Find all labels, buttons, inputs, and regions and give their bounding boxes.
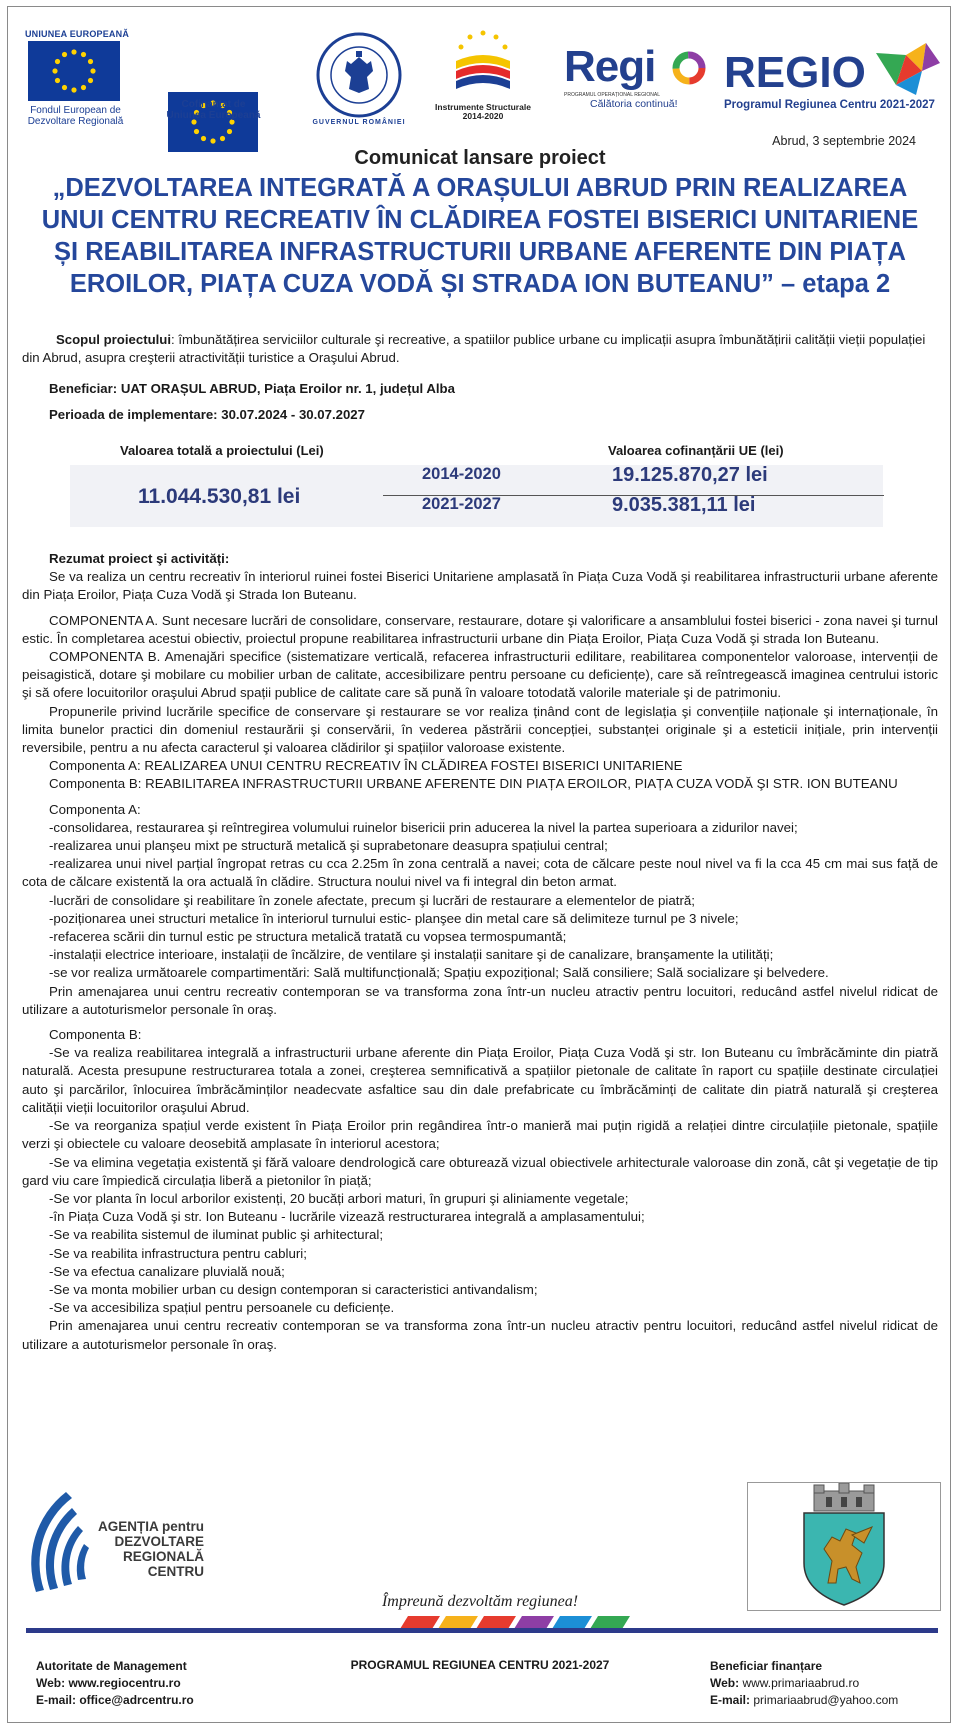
project-title <box>38 172 922 300</box>
guvernul-romaniei-seal-icon <box>315 31 403 119</box>
beneficiary-title: Beneficiar finanțare <box>710 1659 823 1673</box>
component-b-item: -Se va reabilita infrastructura pentru cabluri; <box>49 1245 307 1261</box>
adr-name <box>98 1519 204 1579</box>
press-release-kicker: Comunicat lansare proiect <box>354 147 606 169</box>
cofinantat-caption <box>156 99 271 121</box>
eu-flag-icon <box>28 41 120 101</box>
guvernul-text: GUVERNUL ROMÂNIEI <box>312 119 406 126</box>
beneficiary-contact <box>710 1658 898 1709</box>
regio2-logo-word: REGIO <box>724 48 866 97</box>
cofinantat-line2: Uniunea Europeană <box>166 110 261 121</box>
component-a-item: -realizarea unui nivel parțial îngropat retras cu cca 2.25m în zona centrală a navei; cota de călcare peste noul nivel va fi la cca 45 cm mai sus față de cota de călcare existentă la ora actuală în clădire. Structura noului nivel va fi integral din beton armat. <box>22 856 938 890</box>
component-a-item: -lucrări de consolidare şi reabilitare în zonele afectate, precum şi lucrări de restaurare a elementelor de piatră; <box>49 892 695 908</box>
period-row-1: 2014-2020 <box>422 465 501 483</box>
slogan: Împreună dezvoltăm regiunea! <box>381 1593 579 1610</box>
logos-row <box>8 7 951 132</box>
component-b-item: -Se va accesibiliza spațiul pentru persoanele cu deficiențe. <box>49 1300 395 1316</box>
summary-paragraph-6: Componenta B: REABILITAREA INFRASTRUCTURII URBANE AFERENTE DIN PIAȚA EROILOR, PIAȚA CUZA VODĂ ŞI STR. ION BUTEANU <box>49 776 898 792</box>
scope-text: : îmbunătățirea serviciilor culturale şi recreative, a spatiilor publice urbane cu implicații asupra îmbunătățirii calității vieții populației din Abrud, asupra creşterii atractivității turistice a Oraşului Abrud. <box>22 332 926 365</box>
component-b-title: Componenta B: <box>49 1027 142 1043</box>
component-b-item: -Se va reorganiza spațiul verde existent în Piața Eroilor prin regândirea într-o manieră mai puțin rigidă a relației dintre circulațiile pietonale, spațiile verzi şi obiectele cu valoare deosebită amplasate în interiorul acestora; <box>22 1118 938 1152</box>
component-a-item: -poziționarea unei structuri metalice în interiorul turnului estic- planşee din metal care să delimiteze turnul pe 3 nivele; <box>49 910 739 926</box>
component-b-item: -Se vor planta în locul arborilor existenți, 20 bucăți arbori maturi, în grupuri şi aliniamente vegetale; <box>49 1190 629 1206</box>
component-b-item: -Se va monta mobilier urban cu design contemporan si caracteristici antivandalism; <box>49 1281 538 1297</box>
component-b-conclusion: Prin amenajarea unui centru recreativ contemporan se va transforma zona într-un nucleu atractiv pentru locuitori, reducând astfel nivelul ridicat de utilizare a autoturismelor personale în oraş. <box>22 1318 938 1352</box>
summary-paragraph-2: COMPONENTA A. Sunt necesare lucrări de consolidare, conservare, restaurare, dotare şi valorificare a ansamblului fostei biserici - zona navei şi turnul estic. În completarea acestui obiectiv, proiectul propune reabilitarea infrastructurii urbane din Piața Eroilor, Piața Cuza Vodă şi strada Ion Buteanu. <box>22 612 938 646</box>
program-name: PROGRAMUL REGIUNEA CENTRU 2021-2027 <box>350 1658 610 1672</box>
title-line-3: ȘI REABILITAREA INFRASTRUCTURII URBANE AFERENTE DIN PIAȚA <box>54 238 906 266</box>
managing-authority-email[interactable]: E-mail: office@adrcentru.ro <box>36 1693 194 1707</box>
summary-title: Rezumat proiect şi activități: <box>49 551 230 566</box>
value-row-2: 9.035.381,11 lei <box>612 494 756 516</box>
managing-authority-web[interactable]: Web: www.regiocentru.ro <box>36 1676 181 1690</box>
instrumente-line2: 2014-2020 <box>462 111 504 121</box>
beneficiary-web-label: Web: <box>710 1676 740 1690</box>
beneficiary-email[interactable]: primariaabrud@yahoo.com <box>753 1693 899 1707</box>
title-line-1: „DEZVOLTAREA INTEGRATĂ A ORAȘULUI ABRUD PRIN REALIZAREA <box>52 174 908 202</box>
summary-paragraph-3: COMPONENTA B. Amenajări specifice (sistematizare verticală, refacerea infrastructurii edilitare, reabilitarea componentelor valoroase, intervenții de peisagistică, dotare şi mobilare cu mobilier urban de calitate, accesibilizare pentru persoane cu deficiențe), care să reîntregească imaginea centrului istoric şi să ofere locuitorilor oraşului Abrud spații publice de calitate care să pună în valoare totodată valorile materiale şi de patrimoniu. <box>22 649 938 701</box>
regio2-caption: Programul Regiunea Centru 2021-2027 <box>724 99 935 111</box>
component-a-item: -instalații electrice interioare, instalații de încălzire, de ventilare şi instalații sanitare şi de canalizare, branşamente la utilități; <box>49 947 774 963</box>
adr-line-1: AGENȚIA pentru <box>98 1519 204 1534</box>
project-scope <box>22 331 938 367</box>
eu-label: UNIUNEA EUROPEANĂ <box>24 29 130 39</box>
footer-stripe <box>26 1628 938 1633</box>
summary-paragraph-4: Propunerile privind lucrările specifice de conservare şi restaurare se vor realiza ținând cont de legislația şi convențiile naționale şi internaționale, în limita bunelor practici din domeniul restaurării şi conservării, în vederea păstrării concepției, substanței originale şi a esteticii inițiale, prin intervenții reversibile, pentru a nu afecta caracterul şi valoarea clădirilor şi spațiilor valoroase existente. <box>22 703 938 756</box>
component-b-item: -în Piața Cuza Vodă şi str. Ion Buteanu - lucrările vizează restructurarea integrală a amplasamentului; <box>49 1209 645 1225</box>
cofinantat-line1: Cofinanțat de <box>181 99 246 110</box>
eu-stars-icon <box>28 41 120 101</box>
period-row-2: 2021-2027 <box>422 495 501 513</box>
beneficiary-web[interactable]: www.primariaabrud.ro <box>742 1676 860 1690</box>
value-row-1: 19.125.870,27 lei <box>612 464 768 486</box>
summary-paragraph-1: Se va realiza un centru recreativ în interiorul ruinei fostei Biserici Unitariene amplasată în Piața Cuza Vodă şi reabilitarea infrastructurii urbane aferente din Piața Eroilor, Piața Cuza Vodă şi Strada Ion Buteanu. <box>22 569 938 603</box>
component-a-item: -se vor realiza următoarele compartimentări: Sală multifuncțională; Spațiu expozițional; Sală consiliere; Sală socializare şi belvedere. <box>49 965 829 981</box>
press-release-page <box>7 6 951 1723</box>
feder-caption <box>18 105 133 127</box>
adr-line-2: DEZVOLTARE <box>114 1534 204 1549</box>
feder-caption-line1: Fondul European de <box>30 105 121 116</box>
total-value-label: Valoarea totală a proiectului (Lei) <box>120 443 324 458</box>
beneficiary-email-label: E-mail: <box>710 1693 751 1707</box>
scope-label: Scopul proiectului <box>56 332 172 347</box>
cofinancing-label: Valoarea cofinanțării UE (lei) <box>608 443 784 458</box>
managing-authority-title: Autoritate de Management <box>36 1659 187 1673</box>
component-a-item: -realizarea unui planşeu mixt pe structură metalică şi suprabetonare deasupra spațiului central; <box>49 838 608 854</box>
component-b-item: -Se va reabilita sistemul de iluminat public şi arhitectural; <box>49 1227 384 1243</box>
adr-line-4: CENTRU <box>147 1564 204 1579</box>
summary-paragraph-5: Componenta A: REALIZAREA UNUI CENTRU RECREATIV ÎN CLĂDIREA FOSTEI BISERICI UNITARIENE <box>49 758 683 774</box>
regio-small-text: PROGRAMUL OPERAȚIONAL REGIONAL <box>564 92 661 98</box>
component-a-title: Componenta A: <box>49 801 141 817</box>
title-line-2: UNUI CENTRU RECREATIV ÎN CLĂDIREA FOSTEI BISERICI UNITARIENE <box>41 206 919 234</box>
abrud-coat-of-arms-icon <box>748 1483 940 1610</box>
adr-line-3: REGIONALĂ <box>123 1549 204 1564</box>
component-b-item: -Se va efectua canalizare pluvială nouă; <box>49 1263 285 1279</box>
instrumente-caption <box>428 103 538 121</box>
feder-caption-line2: Dezvoltare Regională <box>27 116 124 127</box>
release-date: Abrud, 3 septembrie 2024 <box>772 134 916 148</box>
title-line-4: EROILOR, PIAȚA CUZA VODĂ ȘI STRADA ION BUTEANU” – etapa 2 <box>69 270 891 298</box>
beneficiary: Beneficiar: UAT ORAȘUL ABRUD, Piața Eroilor nr. 1, județul Alba <box>49 381 455 396</box>
implementation-period: Perioada de implementare: 30.07.2024 - 30.07.2027 <box>49 407 365 422</box>
component-b-item: -Se va elimina vegetația existentă şi fără valoare dendrologică care obturează vizual obiectivele arhitecturale valoroase din zonă, cât şi vegetație de tip gard viu care împiedică circulația liberă a pietonilor în piață; <box>22 1154 938 1188</box>
component-a-conclusion: Prin amenajarea unui centru recreativ contemporan se va transforma zona într-un nucleu atractiv pentru locuitori, reducând astfel nivelul ridicat de utilizare a autoturismelor personale în oraş. <box>22 983 938 1017</box>
component-a-item: -refacerea scării din turnul estic pe structura metalică tratată cu vopsea termospumantă; <box>49 929 567 945</box>
component-b-item: -Se va realiza reabilitarea integrală a infrastructurii urbane aferente din Piața Eroilor, Piața Cuza Vodă şi str. Ion Buteanu cu îmbrăcăminte din piatră naturală. Acesta presupune restructurarea totala a zonei, creşterea semnificativă a spațiilor pietonale de calitate în raport cu spațiile destinate circulației auto şi parcărilor, înlocuirea îmbrăcăminților neadecvate asfaltice sau din dale prefabricate cu îmbrăcăminți de calitate din piatră naturală şi creşterea calității vieții locuitorilor oraşului Abrud. <box>22 1045 938 1115</box>
instrumente-structurale-icon <box>448 27 518 97</box>
regio2-triangle-icon <box>876 41 942 97</box>
regio-logo-word: Regi <box>564 42 656 91</box>
regio-tagline: Călătoria continuă! <box>590 98 678 110</box>
total-value: 11.044.530,81 lei <box>138 485 301 508</box>
abrud-crest-box <box>747 1482 941 1611</box>
component-a-item: -consolidarea, restaurarea şi reîntregirea volumului ruinelor bisericii prin aducerea la nivel la partea superioara a zidurilor navei; <box>49 819 798 835</box>
instrumente-line1: Instrumente Structurale <box>435 102 531 112</box>
regio-ring-icon <box>672 51 706 85</box>
project-summary <box>22 550 938 1354</box>
